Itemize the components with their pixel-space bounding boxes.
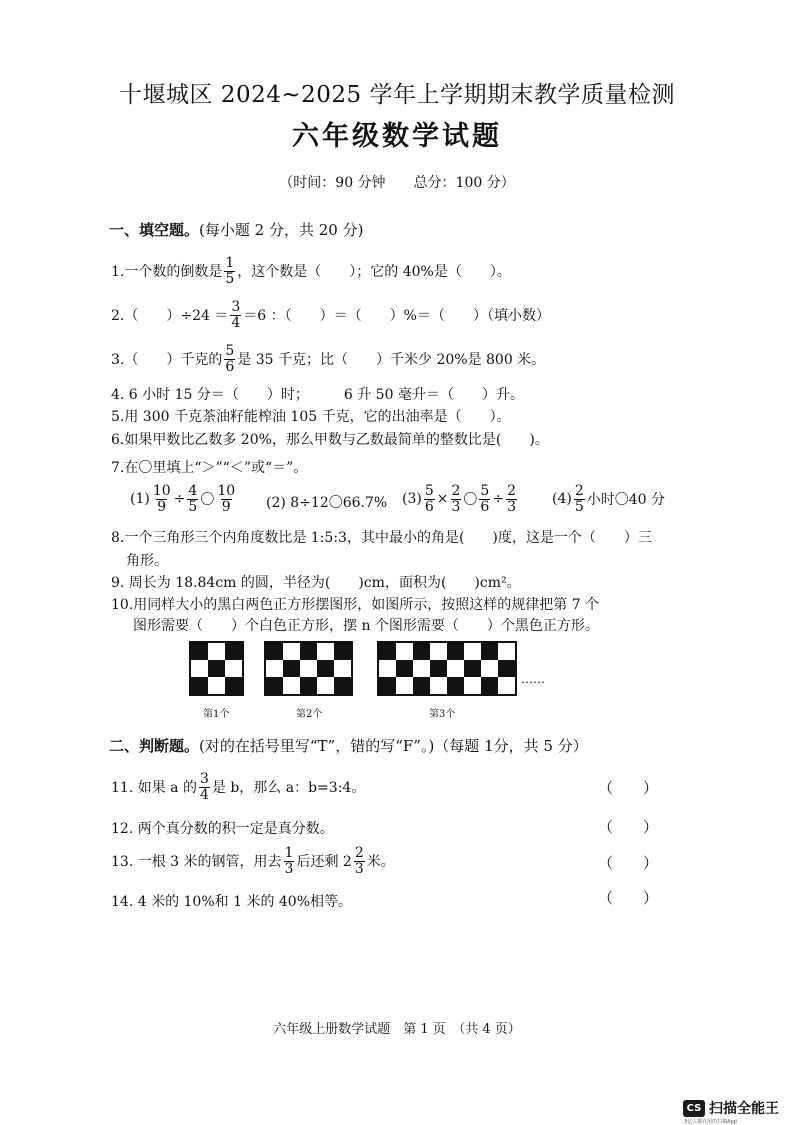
checker-cell (464, 643, 481, 660)
q14-answer-blank[interactable]: （ ） (598, 889, 659, 907)
checker-cell (447, 677, 464, 694)
checker-cell (225, 643, 242, 660)
question-12: 12. 两个真分数的积一定是真分数。 (111, 821, 334, 837)
checker-cell (191, 677, 208, 694)
checker-cell (266, 660, 283, 677)
checker-cell (430, 677, 447, 694)
checker-cell (464, 660, 481, 677)
q7-1-frac-b (187, 484, 198, 514)
checker-cell (413, 660, 430, 677)
question-1 (111, 256, 511, 286)
q2-text-a: 2.（ ）÷24 ＝ (111, 308, 229, 325)
frac-num: 2 (507, 483, 516, 499)
q7-3-compare-circle[interactable]: 〇 (463, 492, 478, 509)
checker-cell (266, 643, 283, 660)
checker-cell (413, 643, 430, 660)
figure-3-pattern (377, 641, 517, 696)
q7-4-label: (4) (552, 491, 572, 508)
frac-num: 2 (451, 483, 461, 499)
q7-1-op: ÷ (173, 491, 186, 508)
q1-frac-den: 5 (225, 270, 235, 287)
q11-text-a: 11. 如果 a 的 (111, 780, 197, 797)
exam-header-title: 十堰城区 2024~2025 学年上学期期末教学质量检测 (119, 82, 675, 108)
checker-cell (464, 677, 481, 694)
camscanner-logo-icon: CS (683, 1100, 705, 1117)
question-4: 4. 6 小时 15 分＝（ ）时； 6 升 50 毫升＝（ ）升。 (111, 387, 524, 403)
q12-answer-blank[interactable]: （ ） (598, 818, 659, 836)
q11-answer-blank[interactable]: （ ） (598, 779, 659, 797)
page-footer: 六年级上册数学试题 第 1 页 （共 4 页） (273, 1022, 521, 1037)
checker-cell (396, 660, 413, 677)
checker-cell (283, 643, 300, 660)
q7-item-3 (402, 484, 519, 514)
frac-den: 5 (188, 498, 198, 515)
q11-text-b: 是 b，那么 a：b=3:4。 (211, 780, 366, 797)
exam-time-info: （时间：90 分钟 总分：100 分） (279, 175, 515, 191)
question-8-line2: 角形。 (126, 553, 168, 569)
frac-den: 9 (221, 498, 231, 515)
checker-cell (430, 660, 447, 677)
frac-num: 10 (152, 483, 171, 499)
checker-cell (317, 643, 334, 660)
q13-frac-den: 3 (284, 860, 294, 877)
checker-cell (191, 660, 208, 677)
q7-item-2: (2) 8÷12〇66.7% (266, 495, 388, 511)
checker-cell (481, 677, 498, 694)
q2-text-b: ＝6 ：（ ）＝（ ）%＝（ ）（填小数） (243, 308, 550, 325)
question-9: 9. 周长为 18.84cm 的圆，半径为( )cm，面积为( )cm²。 (111, 575, 521, 591)
q7-item-1 (130, 484, 238, 514)
q2-fraction (230, 300, 241, 330)
checker-cell (300, 643, 317, 660)
frac-den: 6 (480, 498, 490, 515)
figure-1-caption: 第1个 (203, 709, 230, 720)
checker-cell (498, 643, 515, 660)
frac-den: 9 (157, 498, 167, 515)
checker-cell (379, 660, 396, 677)
question-14: 14. 4 米的 10%和 1 米的 40%相等。 (111, 894, 353, 910)
q13-fraction (284, 846, 295, 876)
q2-frac-den: 4 (231, 314, 241, 331)
q2-frac-num: 3 (231, 299, 241, 315)
figure-2-pattern (264, 641, 353, 696)
q13-answer-blank[interactable]: （ ） (598, 854, 659, 872)
q7-1-frac-a (152, 484, 172, 514)
q7-3-op2: ÷ (492, 491, 505, 508)
q13-mixed-fraction (354, 846, 365, 876)
question-3 (111, 344, 545, 374)
question-10-line1: 10.用同样大小的黑白两色正方形摆图形，如图所示，按照这样的规律把第 7 个 (111, 597, 600, 613)
q7-4-frac (574, 484, 585, 514)
checker-cell (498, 660, 515, 677)
checker-cell (208, 677, 225, 694)
q1-frac-num: 1 (225, 255, 235, 271)
q13-mixed-num: 2 (354, 845, 364, 861)
q11-frac-num: 3 (199, 771, 209, 787)
checker-cell (300, 660, 317, 677)
question-6: 6.如果甲数比乙数多 20%，那么甲数与乙数最简单的整数比是( )。 (111, 432, 549, 448)
checker-cell (225, 660, 242, 677)
checker-cell (283, 660, 300, 677)
frac-num: 5 (480, 483, 490, 499)
checker-cell (266, 677, 283, 694)
q7-item-4 (552, 484, 665, 514)
question-10-line2: 图形需要（ ）个白色正方形，摆 n 个图形需要（ ）个黑色正方形。 (133, 618, 599, 634)
question-13 (111, 846, 395, 876)
q13-mixed-den: 3 (354, 860, 364, 877)
figure-3-caption: 第3个 (429, 709, 456, 720)
q7-3-frac-a (424, 484, 435, 514)
section1-note: (每小题 2 分，共 20 分) (199, 221, 364, 239)
frac-den: 6 (424, 498, 434, 515)
section1-heading: 一、填空题。 (109, 221, 200, 239)
checker-cell (317, 660, 334, 677)
q11-frac-den: 4 (199, 786, 209, 803)
q3-text-a: 3.（ ）千克的 (111, 352, 223, 369)
question-11 (111, 772, 365, 802)
figure-2-caption: 第2个 (296, 709, 323, 720)
checker-cell (334, 677, 351, 694)
checker-cell (447, 660, 464, 677)
q1-text-b: ，这个数是（ ）；它的 40%是（ ）。 (237, 264, 511, 281)
checker-cell (283, 677, 300, 694)
section2-heading-line (109, 735, 588, 756)
checker-cell (379, 643, 396, 660)
frac-den: 5 (574, 498, 584, 515)
checker-cell (191, 643, 208, 660)
q7-3-frac-d (506, 484, 517, 514)
camscanner-name: 扫描全能王 (709, 1101, 779, 1117)
checker-cell (225, 677, 242, 694)
frac-num: 10 (217, 483, 236, 499)
q13-text-a: 13. 一根 3 米的钢管，用去 (111, 854, 282, 871)
q7-3-op1: × (436, 491, 449, 508)
q7-1-frac-c (216, 484, 236, 514)
checker-cell (447, 643, 464, 660)
checker-cell (208, 643, 225, 660)
q11-fraction (199, 772, 210, 802)
q1-fraction (224, 256, 235, 286)
q13-text-c: 米。 (366, 854, 395, 871)
checker-cell (379, 677, 396, 694)
checker-cell (396, 643, 413, 660)
question-8-line1: 8.一个三角形三个内角度数比是 1:5:3，其中最小的角是( )度，这是一个（ ）三 (111, 530, 652, 546)
checker-cell (334, 643, 351, 660)
frac-den: 3 (507, 498, 516, 515)
question-5: 5.用 300 千克茶油籽能榨油 105 千克，它的出油率是（ ）。 (111, 409, 511, 425)
checker-cell (334, 660, 351, 677)
checker-cell (498, 677, 515, 694)
q13-text-b: 后还剩 2 (296, 854, 352, 871)
q7-3-frac-b (451, 484, 462, 514)
q7-1-label: (1) (130, 491, 150, 508)
section2-heading: 二、判断题。 (109, 737, 200, 755)
checker-cell (481, 660, 498, 677)
q3-frac-den: 6 (225, 358, 235, 375)
question-2 (111, 300, 550, 330)
camscanner-tagline: 3亿人都在用的扫描App (684, 1119, 737, 1125)
section2-note: (对的在括号里写“T”，错的写“F”。)（每题 1分，共 5 分） (199, 737, 588, 755)
q7-3-label: (3) (402, 491, 422, 508)
q3-frac-num: 5 (225, 343, 235, 359)
frac-num: 5 (424, 483, 434, 499)
checker-cell (317, 677, 334, 694)
frac-num: 2 (574, 483, 584, 499)
checker-cell (481, 643, 498, 660)
q7-3-frac-c (479, 484, 490, 514)
q7-4-text: 小时〇40 分 (586, 492, 666, 509)
q7-1-compare-circle[interactable]: 〇 (200, 492, 215, 509)
checker-cell (413, 677, 430, 694)
checker-cell (396, 677, 413, 694)
q3-fraction (224, 344, 235, 374)
figure-1-pattern (189, 641, 244, 696)
frac-num: 4 (188, 483, 198, 499)
q13-frac-num: 1 (284, 845, 294, 861)
question-7: 7.在〇里填上“＞”“＜”或“＝”。 (111, 460, 308, 476)
checker-cell (430, 643, 447, 660)
q3-text-b: 是 35 千克；比（ ）千米少 20%是 800 米。 (237, 352, 546, 369)
q1-text-a: 1.一个数的倒数是 (111, 264, 223, 281)
frac-den: 3 (451, 498, 461, 515)
exam-subject-title: 六年级数学试题 (292, 121, 502, 152)
checker-cell (208, 660, 225, 677)
checker-cell (300, 677, 317, 694)
figure-ellipsis: …… (521, 672, 545, 686)
section1-heading-line (109, 219, 363, 240)
